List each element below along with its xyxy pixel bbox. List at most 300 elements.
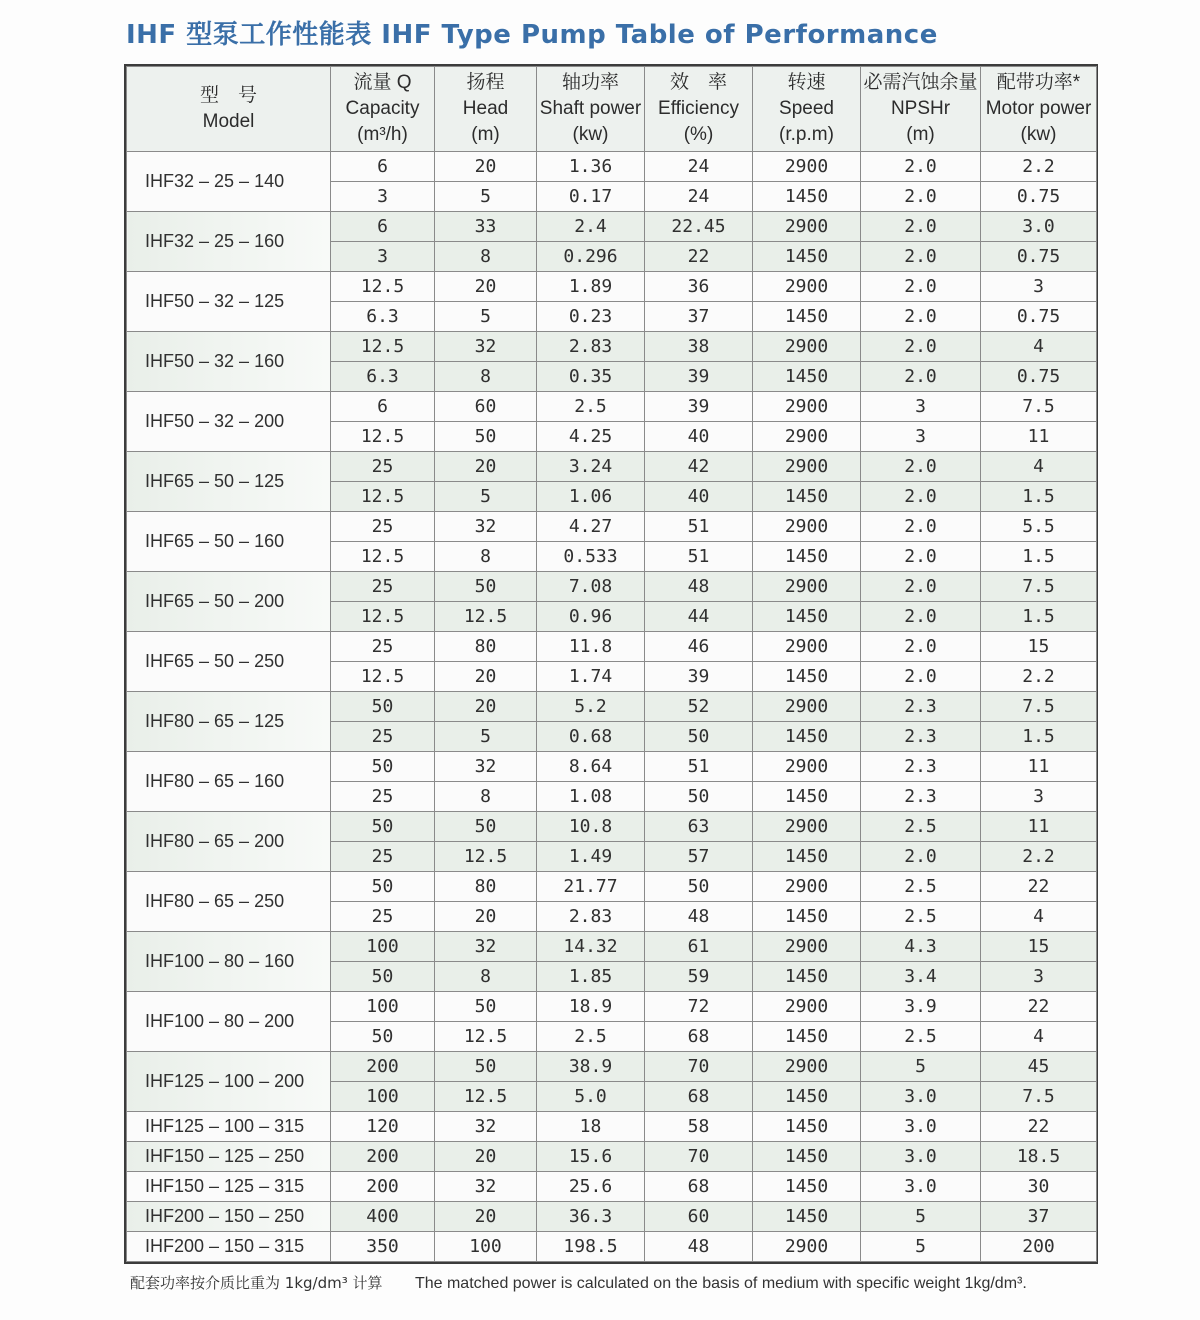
value-cell: 8 [435, 962, 537, 992]
value-cell: 22 [981, 1112, 1097, 1142]
value-cell: 39 [645, 662, 753, 692]
value-cell: 2900 [753, 332, 861, 362]
value-cell: 4 [981, 902, 1097, 932]
value-cell: 11 [981, 752, 1097, 782]
value-cell: 39 [645, 362, 753, 392]
value-cell: 11 [981, 812, 1097, 842]
table-row [127, 752, 1097, 782]
value-cell: 60 [435, 392, 537, 422]
value-cell: 50 [435, 572, 537, 602]
value-cell: 3.0 [981, 212, 1097, 242]
value-cell: 1450 [753, 902, 861, 932]
value-cell: 25 [331, 902, 435, 932]
value-cell: 11 [981, 422, 1097, 452]
value-cell: 2900 [753, 1052, 861, 1082]
value-cell: 4 [981, 452, 1097, 482]
value-cell: 0.17 [537, 182, 645, 212]
value-cell: 80 [435, 632, 537, 662]
value-cell: 1.5 [981, 482, 1097, 512]
value-cell: 2.0 [861, 362, 981, 392]
value-cell: 3.0 [861, 1172, 981, 1202]
value-cell: 70 [645, 1142, 753, 1172]
value-cell: 1450 [753, 1142, 861, 1172]
value-cell: 20 [435, 662, 537, 692]
page-title: IHF 型泵工作性能表 IHF Type Pump Table of Performance [126, 20, 938, 50]
table-row [127, 212, 1097, 242]
value-cell: 3 [861, 422, 981, 452]
value-cell: 7.5 [981, 392, 1097, 422]
model-cell: IHF32 – 25 – 140 [127, 152, 331, 212]
value-cell: 1450 [753, 842, 861, 872]
value-cell: 2900 [753, 512, 861, 542]
value-cell: 50 [435, 1052, 537, 1082]
value-cell: 100 [435, 1232, 537, 1262]
value-cell: 51 [645, 512, 753, 542]
value-cell: 2900 [753, 272, 861, 302]
value-cell: 59 [645, 962, 753, 992]
value-cell: 38 [645, 332, 753, 362]
value-cell: 1.49 [537, 842, 645, 872]
value-cell: 24 [645, 152, 753, 182]
value-cell: 14.32 [537, 932, 645, 962]
table-row [127, 392, 1097, 422]
value-cell: 2.0 [861, 842, 981, 872]
value-cell: 2.0 [861, 602, 981, 632]
value-cell: 18.5 [981, 1142, 1097, 1172]
value-cell: 1.06 [537, 482, 645, 512]
value-cell: 5 [861, 1052, 981, 1082]
value-cell: 12.5 [331, 662, 435, 692]
value-cell: 21.77 [537, 872, 645, 902]
model-cell: IHF150 – 125 – 250 [127, 1142, 331, 1172]
footnote [130, 1272, 1027, 1293]
value-cell: 2900 [753, 212, 861, 242]
value-cell: 0.75 [981, 302, 1097, 332]
value-cell: 1450 [753, 362, 861, 392]
value-cell: 4.27 [537, 512, 645, 542]
value-cell: 36.3 [537, 1202, 645, 1232]
value-cell: 12.5 [435, 842, 537, 872]
table-row [127, 512, 1097, 542]
value-cell: 3 [331, 182, 435, 212]
value-cell: 25.6 [537, 1172, 645, 1202]
model-cell: IHF100 – 80 – 160 [127, 932, 331, 992]
value-cell: 0.68 [537, 722, 645, 752]
table-row [127, 452, 1097, 482]
value-cell: 2.83 [537, 902, 645, 932]
header-efficiency: 效 率 Efficiency (%) [645, 67, 753, 152]
value-cell: 3 [981, 782, 1097, 812]
value-cell: 0.75 [981, 242, 1097, 272]
value-cell: 1450 [753, 542, 861, 572]
table-row [127, 1142, 1097, 1172]
value-cell: 22.45 [645, 212, 753, 242]
value-cell: 20 [435, 692, 537, 722]
value-cell: 20 [435, 272, 537, 302]
value-cell: 60 [645, 1202, 753, 1232]
value-cell: 2900 [753, 752, 861, 782]
value-cell: 50 [331, 692, 435, 722]
value-cell: 2900 [753, 1232, 861, 1262]
value-cell: 48 [645, 902, 753, 932]
value-cell: 7.5 [981, 1082, 1097, 1112]
value-cell: 68 [645, 1172, 753, 1202]
value-cell: 2.5 [537, 1022, 645, 1052]
model-cell: IHF50 – 32 – 200 [127, 392, 331, 452]
value-cell: 6.3 [331, 302, 435, 332]
value-cell: 20 [435, 1202, 537, 1232]
value-cell: 3 [861, 392, 981, 422]
header-motor-power: 配带功率* Motor power (kw) [981, 67, 1097, 152]
value-cell: 1450 [753, 602, 861, 632]
table-row [127, 1202, 1097, 1232]
value-cell: 3 [331, 242, 435, 272]
value-cell: 5 [435, 182, 537, 212]
value-cell: 1450 [753, 1022, 861, 1052]
value-cell: 2.0 [861, 152, 981, 182]
header-model: 型 号 Model [127, 67, 331, 152]
value-cell: 0.35 [537, 362, 645, 392]
value-cell: 0.23 [537, 302, 645, 332]
model-cell: IHF50 – 32 – 125 [127, 272, 331, 332]
value-cell: 2.0 [861, 482, 981, 512]
value-cell: 1450 [753, 1082, 861, 1112]
value-cell: 2.5 [861, 902, 981, 932]
value-cell: 2.3 [861, 752, 981, 782]
value-cell: 1450 [753, 662, 861, 692]
table-row [127, 632, 1097, 662]
table-row [127, 992, 1097, 1022]
value-cell: 6 [331, 152, 435, 182]
value-cell: 3.0 [861, 1142, 981, 1172]
value-cell: 20 [435, 1142, 537, 1172]
performance-table [126, 66, 1097, 1262]
value-cell: 2.0 [861, 242, 981, 272]
value-cell: 33 [435, 212, 537, 242]
value-cell: 68 [645, 1082, 753, 1112]
value-cell: 32 [435, 752, 537, 782]
value-cell: 18.9 [537, 992, 645, 1022]
value-cell: 2.83 [537, 332, 645, 362]
model-cell: IHF200 – 150 – 315 [127, 1232, 331, 1262]
model-cell: IHF200 – 150 – 250 [127, 1202, 331, 1232]
value-cell: 11.8 [537, 632, 645, 662]
model-cell: IHF50 – 32 – 160 [127, 332, 331, 392]
value-cell: 8 [435, 542, 537, 572]
model-cell: IHF80 – 65 – 160 [127, 752, 331, 812]
value-cell: 3.4 [861, 962, 981, 992]
value-cell: 37 [981, 1202, 1097, 1232]
value-cell: 45 [981, 1052, 1097, 1082]
value-cell: 2900 [753, 392, 861, 422]
performance-table-frame [124, 64, 1098, 1264]
table-row [127, 272, 1097, 302]
value-cell: 2.2 [981, 152, 1097, 182]
value-cell: 20 [435, 152, 537, 182]
model-cell: IHF80 – 65 – 250 [127, 872, 331, 932]
value-cell: 100 [331, 932, 435, 962]
table-row [127, 1232, 1097, 1262]
value-cell: 36 [645, 272, 753, 302]
value-cell: 18 [537, 1112, 645, 1142]
value-cell: 50 [331, 1022, 435, 1052]
value-cell: 38.9 [537, 1052, 645, 1082]
model-cell: IHF32 – 25 – 160 [127, 212, 331, 272]
value-cell: 198.5 [537, 1232, 645, 1262]
header-npshr: 必需汽蚀余量 NPSHr (m) [861, 67, 981, 152]
value-cell: 20 [435, 452, 537, 482]
value-cell: 12.5 [331, 422, 435, 452]
value-cell: 0.96 [537, 602, 645, 632]
value-cell: 7.5 [981, 572, 1097, 602]
value-cell: 12.5 [435, 1082, 537, 1112]
value-cell: 200 [331, 1052, 435, 1082]
model-cell: IHF125 – 100 – 315 [127, 1112, 331, 1142]
value-cell: 48 [645, 1232, 753, 1262]
value-cell: 2900 [753, 452, 861, 482]
table-row [127, 932, 1097, 962]
footnote-en: The matched power is calculated on the basis of medium with specific weight 1kg/dm³. [414, 1275, 1027, 1292]
table-row [127, 872, 1097, 902]
header-capacity: 流量 Q Capacity (m³/h) [331, 67, 435, 152]
value-cell: 2900 [753, 932, 861, 962]
value-cell: 6.3 [331, 362, 435, 392]
value-cell: 2900 [753, 422, 861, 452]
value-cell: 8 [435, 242, 537, 272]
value-cell: 1450 [753, 1172, 861, 1202]
model-cell: IHF125 – 100 – 200 [127, 1052, 331, 1112]
value-cell: 25 [331, 572, 435, 602]
value-cell: 10.8 [537, 812, 645, 842]
value-cell: 1450 [753, 182, 861, 212]
value-cell: 61 [645, 932, 753, 962]
value-cell: 25 [331, 782, 435, 812]
value-cell: 2.0 [861, 302, 981, 332]
value-cell: 3.0 [861, 1082, 981, 1112]
value-cell: 32 [435, 1112, 537, 1142]
value-cell: 2.5 [861, 812, 981, 842]
value-cell: 2.0 [861, 632, 981, 662]
value-cell: 1.85 [537, 962, 645, 992]
value-cell: 15 [981, 932, 1097, 962]
value-cell: 0.75 [981, 362, 1097, 392]
value-cell: 0.296 [537, 242, 645, 272]
value-cell: 8 [435, 782, 537, 812]
value-cell: 40 [645, 482, 753, 512]
value-cell: 200 [981, 1232, 1097, 1262]
value-cell: 2.3 [861, 782, 981, 812]
value-cell: 20 [435, 902, 537, 932]
value-cell: 5.2 [537, 692, 645, 722]
value-cell: 350 [331, 1232, 435, 1262]
value-cell: 1450 [753, 482, 861, 512]
value-cell: 50 [645, 782, 753, 812]
header-speed: 转速 Speed (r.p.m) [753, 67, 861, 152]
value-cell: 15 [981, 632, 1097, 662]
value-cell: 50 [645, 722, 753, 752]
value-cell: 68 [645, 1022, 753, 1052]
value-cell: 25 [331, 632, 435, 662]
value-cell: 1450 [753, 962, 861, 992]
value-cell: 5 [861, 1202, 981, 1232]
value-cell: 50 [331, 872, 435, 902]
value-cell: 6 [331, 392, 435, 422]
value-cell: 200 [331, 1172, 435, 1202]
value-cell: 400 [331, 1202, 435, 1232]
value-cell: 1.5 [981, 542, 1097, 572]
model-cell: IHF80 – 65 – 125 [127, 692, 331, 752]
value-cell: 25 [331, 452, 435, 482]
value-cell: 32 [435, 932, 537, 962]
value-cell: 1450 [753, 1112, 861, 1142]
value-cell: 22 [981, 992, 1097, 1022]
table-row [127, 692, 1097, 722]
value-cell: 1.08 [537, 782, 645, 812]
value-cell: 2.0 [861, 332, 981, 362]
value-cell: 12.5 [435, 1022, 537, 1052]
value-cell: 7.08 [537, 572, 645, 602]
value-cell: 1450 [753, 302, 861, 332]
value-cell: 1450 [753, 242, 861, 272]
value-cell: 51 [645, 752, 753, 782]
value-cell: 1450 [753, 722, 861, 752]
value-cell: 3.24 [537, 452, 645, 482]
value-cell: 4.3 [861, 932, 981, 962]
value-cell: 5 [435, 302, 537, 332]
value-cell: 120 [331, 1112, 435, 1142]
value-cell: 8 [435, 362, 537, 392]
value-cell: 2.5 [537, 392, 645, 422]
value-cell: 2.0 [861, 512, 981, 542]
value-cell: 39 [645, 392, 753, 422]
header-head: 扬程 Head (m) [435, 67, 537, 152]
value-cell: 2.5 [861, 872, 981, 902]
value-cell: 2.0 [861, 182, 981, 212]
value-cell: 12.5 [435, 602, 537, 632]
value-cell: 12.5 [331, 602, 435, 632]
value-cell: 25 [331, 842, 435, 872]
table-row [127, 332, 1097, 362]
value-cell: 15.6 [537, 1142, 645, 1172]
value-cell: 50 [645, 872, 753, 902]
value-cell: 1.74 [537, 662, 645, 692]
value-cell: 80 [435, 872, 537, 902]
value-cell: 50 [331, 812, 435, 842]
table-row [127, 1052, 1097, 1082]
value-cell: 1.36 [537, 152, 645, 182]
value-cell: 48 [645, 572, 753, 602]
value-cell: 8.64 [537, 752, 645, 782]
value-cell: 1.5 [981, 722, 1097, 752]
value-cell: 2900 [753, 692, 861, 722]
value-cell: 22 [981, 872, 1097, 902]
value-cell: 2.0 [861, 572, 981, 602]
value-cell: 6 [331, 212, 435, 242]
value-cell: 1450 [753, 1202, 861, 1232]
value-cell: 100 [331, 992, 435, 1022]
value-cell: 2.0 [861, 272, 981, 302]
value-cell: 2.4 [537, 212, 645, 242]
value-cell: 32 [435, 512, 537, 542]
model-cell: IHF65 – 50 – 125 [127, 452, 331, 512]
value-cell: 2900 [753, 152, 861, 182]
value-cell: 22 [645, 242, 753, 272]
value-cell: 72 [645, 992, 753, 1022]
value-cell: 2.0 [861, 212, 981, 242]
value-cell: 25 [331, 512, 435, 542]
value-cell: 2900 [753, 992, 861, 1022]
value-cell: 2900 [753, 572, 861, 602]
value-cell: 58 [645, 1112, 753, 1142]
value-cell: 100 [331, 1082, 435, 1112]
table-row [127, 812, 1097, 842]
value-cell: 2.2 [981, 842, 1097, 872]
value-cell: 1.5 [981, 602, 1097, 632]
header-shaft-power: 轴功率 Shaft power (kw) [537, 67, 645, 152]
value-cell: 57 [645, 842, 753, 872]
table-row [127, 1172, 1097, 1202]
value-cell: 2.0 [861, 452, 981, 482]
value-cell: 25 [331, 722, 435, 752]
value-cell: 12.5 [331, 332, 435, 362]
table-header-row [127, 67, 1097, 152]
value-cell: 51 [645, 542, 753, 572]
value-cell: 5 [435, 722, 537, 752]
value-cell: 44 [645, 602, 753, 632]
value-cell: 2.3 [861, 692, 981, 722]
value-cell: 52 [645, 692, 753, 722]
value-cell: 5 [435, 482, 537, 512]
value-cell: 3.9 [861, 992, 981, 1022]
value-cell: 2.3 [861, 722, 981, 752]
value-cell: 2900 [753, 812, 861, 842]
value-cell: 2900 [753, 872, 861, 902]
value-cell: 5.0 [537, 1082, 645, 1112]
value-cell: 2.2 [981, 662, 1097, 692]
value-cell: 200 [331, 1142, 435, 1172]
value-cell: 1.89 [537, 272, 645, 302]
value-cell: 3 [981, 962, 1097, 992]
value-cell: 32 [435, 1172, 537, 1202]
model-cell: IHF65 – 50 – 160 [127, 512, 331, 572]
value-cell: 3 [981, 272, 1097, 302]
value-cell: 7.5 [981, 692, 1097, 722]
value-cell: 0.75 [981, 182, 1097, 212]
value-cell: 50 [435, 992, 537, 1022]
value-cell: 12.5 [331, 542, 435, 572]
value-cell: 0.533 [537, 542, 645, 572]
value-cell: 4.25 [537, 422, 645, 452]
value-cell: 42 [645, 452, 753, 482]
value-cell: 50 [435, 422, 537, 452]
value-cell: 5 [861, 1232, 981, 1262]
footnote-cn: 配套功率按介质比重为 1kg/dm³ 计算 [130, 1274, 383, 1292]
value-cell: 4 [981, 332, 1097, 362]
model-cell: IHF65 – 50 – 200 [127, 572, 331, 632]
value-cell: 37 [645, 302, 753, 332]
value-cell: 50 [435, 812, 537, 842]
value-cell: 40 [645, 422, 753, 452]
value-cell: 2.0 [861, 542, 981, 572]
value-cell: 3.0 [861, 1112, 981, 1142]
table-row [127, 1112, 1097, 1142]
value-cell: 12.5 [331, 482, 435, 512]
model-cell: IHF100 – 80 – 200 [127, 992, 331, 1052]
value-cell: 1450 [753, 782, 861, 812]
value-cell: 50 [331, 962, 435, 992]
value-cell: 50 [331, 752, 435, 782]
model-cell: IHF65 – 50 – 250 [127, 632, 331, 692]
